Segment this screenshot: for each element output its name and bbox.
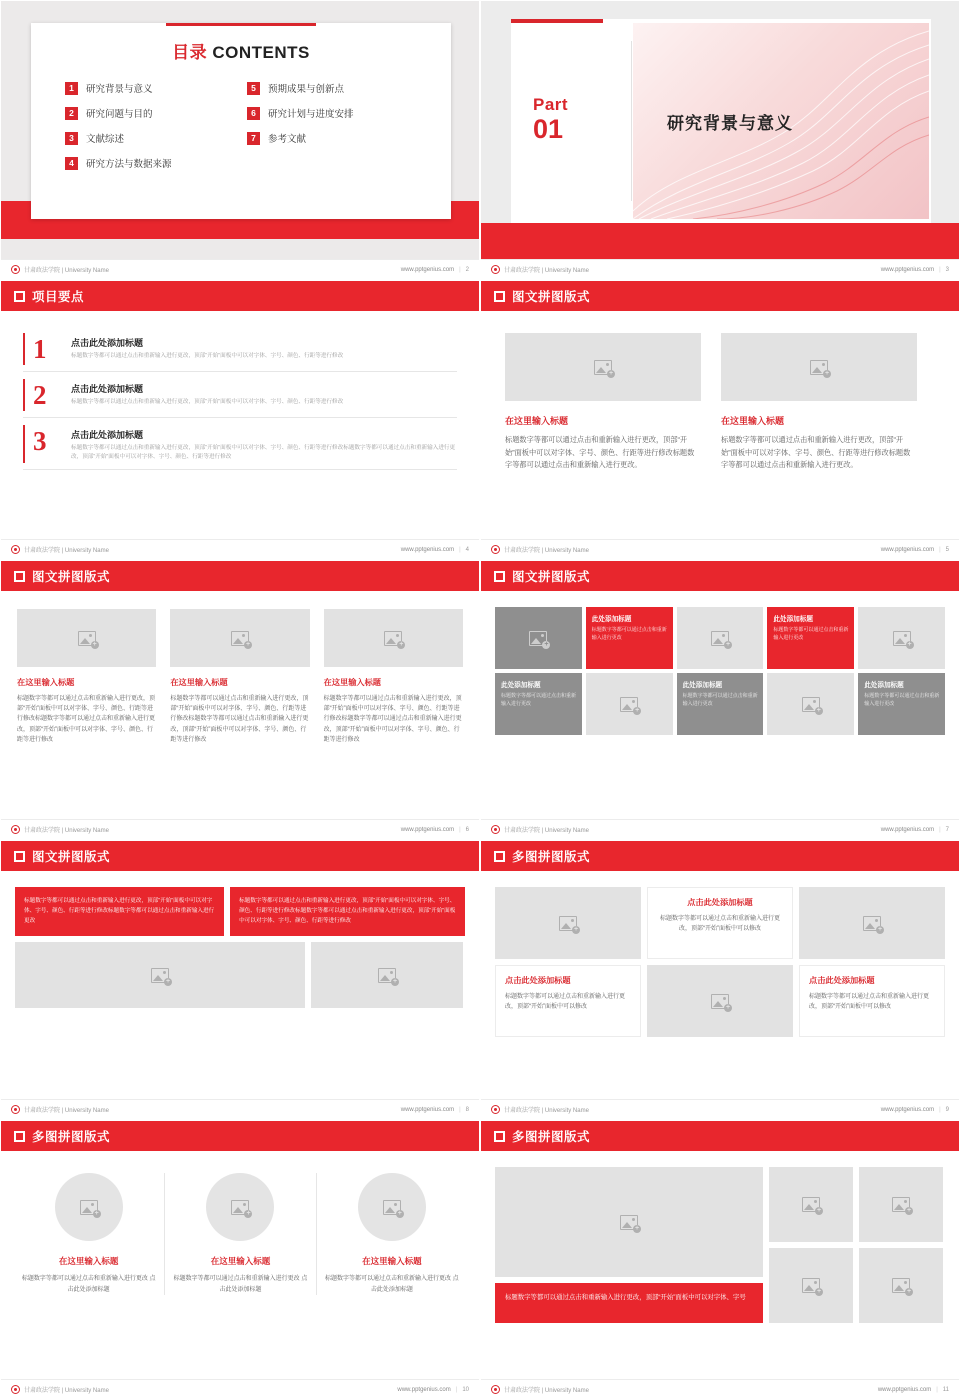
- footer-separator: |: [459, 1106, 461, 1113]
- key-point-title: 点击此处添加标题: [71, 338, 144, 348]
- image-placeholder[interactable]: [495, 607, 582, 669]
- caption-title: 在这里输入标题: [323, 678, 381, 687]
- cell-title: 此处添加标题: [682, 682, 723, 689]
- university-logo-icon: [491, 1385, 500, 1394]
- gallery-layout: [481, 1151, 959, 1323]
- page-number: 7: [945, 826, 949, 833]
- image-placeholder[interactable]: [769, 1167, 853, 1242]
- contents-item-label: 研究问题与目的: [86, 109, 153, 120]
- mosaic-text-cell[interactable]: [495, 673, 582, 735]
- footer-university: 甘肃政法学院 | University Name: [504, 548, 589, 554]
- caption-body: 标题数字等都可以通过点击和重新输入进行更改 点击此处添加标题: [21, 1276, 156, 1293]
- image-icon: +: [620, 697, 638, 712]
- section-header: [1, 841, 479, 871]
- contents-item-6[interactable]: [247, 106, 417, 120]
- caption-title: 在这里输入标题: [721, 416, 785, 426]
- image-icon: +: [620, 1215, 638, 1230]
- image-placeholder[interactable]: [859, 1167, 943, 1242]
- caption-title: 在这里输入标题: [17, 678, 75, 687]
- three-column-layout: [1, 591, 479, 745]
- slide-footer: [1, 259, 479, 279]
- image-icon: +: [594, 360, 612, 375]
- image-icon: +: [384, 631, 402, 646]
- square-bullet-icon: [14, 291, 25, 302]
- cell-body: 标题数字等都可以通过点击和重新输入进行更改: [864, 693, 940, 707]
- section-header-title: 图文拼图版式: [32, 570, 111, 584]
- part-number: 01: [533, 114, 564, 144]
- image-placeholder[interactable]: [55, 1173, 123, 1241]
- image-icon: +: [231, 1200, 249, 1215]
- page-number: 6: [465, 826, 469, 833]
- section-header: [481, 1121, 959, 1151]
- caption-bar[interactable]: 标题数字等都可以通过点击和重新输入进行更改，顶部“开始”面板中可以对字体、字号: [495, 1283, 763, 1323]
- slide-footer: [481, 1099, 959, 1119]
- six-cell-grid: [481, 871, 959, 1037]
- contents-item-number: 6: [247, 107, 260, 120]
- university-logo-icon: [11, 265, 20, 274]
- caption-body: 标题数字等都可以通过点击和重新输入进行更改 点击此处添加标题: [173, 1276, 308, 1293]
- footer-separator: |: [459, 266, 461, 273]
- text-block[interactable]: 标题数字等都可以通过点击和重新输入进行更改，顶部“开始”面板中可以对字体、字号、颜色、行距等进行修改标题数字等都可以通过点击和重新输入进行更改，顶部“开始”面板中可以对字体、字号、颜色、行距等进行修改: [230, 887, 465, 936]
- key-point-body: 标题数字等都可以通过点击和重新输入进行更改，顶部“开始”面板中可以对字体、字号、颜色、行距等进行修改: [71, 399, 344, 405]
- image-row: [1, 936, 479, 1008]
- list-item[interactable]: [23, 421, 457, 470]
- key-point-number: 2: [33, 380, 47, 410]
- footer-university: 甘肃政法学院 | University Name: [504, 1108, 589, 1114]
- image-icon: +: [711, 994, 729, 1009]
- image-placeholder[interactable]: [311, 942, 463, 1008]
- key-point-body: 标题数字等都可以通过点击和重新输入进行更改，顶部“开始”面板中可以对字体、字号、颜色、行距等进行修改标题数字等都可以通过点击和重新输入进行更改，顶部“开始”面板中可以对字体、字号、颜色、行距等进行修改: [71, 445, 456, 460]
- slide-footer: [1, 539, 479, 559]
- image-placeholder[interactable]: [767, 673, 854, 735]
- square-bullet-icon: [494, 851, 505, 862]
- cell-title: 点击此处添加标题: [809, 976, 875, 985]
- slide-big-plus-four[interactable]: [480, 1120, 960, 1400]
- contents-item-label: 参考文献: [268, 134, 307, 145]
- page-number: 3: [945, 266, 949, 273]
- contents-item-number: 3: [65, 132, 78, 145]
- footer-site: www.pptgenius.com: [400, 1106, 455, 1113]
- slide-key-points[interactable]: [0, 280, 480, 560]
- text-cell[interactable]: [799, 965, 945, 1037]
- column: [324, 609, 463, 745]
- slide-mosaic[interactable]: [480, 560, 960, 840]
- image-placeholder[interactable]: [206, 1173, 274, 1241]
- section-header-title: 图文拼图版式: [32, 850, 111, 864]
- image-icon: +: [892, 1278, 910, 1293]
- slide-footer: [1, 1099, 479, 1119]
- footer-site: www.pptgenius.com: [880, 1106, 935, 1113]
- panel-divider: [631, 41, 632, 201]
- square-bullet-icon: [494, 1131, 505, 1142]
- image-placeholder[interactable]: [324, 609, 463, 667]
- section-header: [481, 561, 959, 591]
- footer-university: 甘肃政法学院 | University Name: [24, 268, 109, 274]
- mosaic-text-cell[interactable]: [677, 673, 764, 735]
- section-header-title: 图文拼图版式: [512, 290, 591, 304]
- image-placeholder[interactable]: [721, 333, 917, 401]
- footer-separator: |: [455, 1386, 458, 1393]
- image-placeholder[interactable]: [170, 609, 309, 667]
- square-bullet-icon: [494, 571, 505, 582]
- contents-item-label: 文献综述: [86, 134, 125, 145]
- page-number: 10: [462, 1386, 469, 1393]
- section-header: [481, 841, 959, 871]
- cell-title: 此处添加标题: [591, 616, 632, 623]
- image-icon: +: [80, 1200, 98, 1215]
- slide-red-text-blocks[interactable]: [0, 840, 480, 1120]
- part-word: Part: [533, 95, 569, 114]
- cell-body: 标题数字等都可以通过点击和重新输入进行更改: [773, 627, 849, 641]
- text-block[interactable]: 标题数字等都可以通过点击和重新输入进行更改，顶部“开始”面板中可以对字体、字号、颜色、行距等进行修改标题数字等都可以通过点击和重新输入进行更改: [15, 887, 224, 936]
- cell-body: 标题数字等都可以通过点击和重新输入进行更改，顶部“开始”面板中可以修改: [809, 994, 930, 1011]
- contents-item-number: 2: [65, 107, 78, 120]
- part-label: [533, 96, 568, 143]
- contents-item-number: 7: [247, 132, 260, 145]
- image-icon: +: [810, 360, 828, 375]
- main-column: [495, 1167, 763, 1323]
- caption-title: 在这里输入标题: [362, 1256, 422, 1266]
- cell-body: 标题数字等都可以通过点击和重新输入进行更改，顶部“开始”面板中可以修改: [505, 994, 626, 1011]
- image-placeholder[interactable]: [859, 1248, 943, 1323]
- image-placeholder[interactable]: [858, 607, 945, 669]
- contents-item-label: 预期成果与创新点: [268, 84, 345, 95]
- slide-footer: [1, 1379, 479, 1399]
- page-number: 2: [465, 266, 469, 273]
- footer-site: www.pptgenius.com: [400, 546, 455, 553]
- cell-body: 标题数字等都可以通过点击和重新输入进行更改: [682, 693, 758, 707]
- footer-site: www.pptgenius.com: [397, 1386, 451, 1393]
- contents-item-label: 研究计划与进度安排: [268, 109, 354, 120]
- footer-university: 甘肃政法学院 | University Name: [24, 1388, 109, 1394]
- footer-separator: |: [459, 826, 461, 833]
- text-cell[interactable]: [495, 965, 641, 1037]
- section-header: [481, 281, 959, 311]
- image-icon: +: [529, 631, 547, 646]
- slide-circle-columns[interactable]: [0, 1120, 480, 1400]
- section-header: [1, 1121, 479, 1151]
- section-header: [1, 281, 479, 311]
- footer-site: www.pptgenius.com: [880, 546, 935, 553]
- contents-item-5[interactable]: [247, 81, 417, 95]
- section-header-title: 多图拼图版式: [512, 850, 591, 864]
- image-icon: +: [802, 1197, 820, 1212]
- slide-footer: [481, 539, 959, 559]
- page-number: 11: [942, 1386, 949, 1393]
- caption-body: 标题数字等都可以通过点击和重新输入进行更改，顶部“开始”面板中可以对字体、字号、颜色、行距等进行修改标题数字等都可以通过点击和重新输入进行更改，顶部“开始”面板中可以对字体、字号、颜色、行距等进行修改: [170, 696, 309, 743]
- cell-title: 此处添加标题: [501, 682, 541, 689]
- image-icon: +: [893, 631, 911, 646]
- image-icon: +: [802, 1278, 820, 1293]
- cell-body: 标题数字等都可以通过点击和重新输入进行更改，顶部“开始”面板中可以修改: [659, 916, 780, 933]
- key-points-list: [1, 311, 479, 470]
- mosaic-grid: [481, 591, 959, 735]
- column: [164, 1173, 315, 1295]
- image-icon: +: [151, 968, 169, 983]
- slide-grid-six[interactable]: [480, 840, 960, 1120]
- section-header-title: 多图拼图版式: [32, 1130, 111, 1144]
- image-icon: +: [802, 697, 820, 712]
- footer-university: 甘肃政法学院 | University Name: [24, 548, 109, 554]
- caption-body: 标题数字等都可以通过点击和重新输入进行更改 点击此处添加标题: [324, 1276, 459, 1293]
- section-heading: 研究背景与意义: [667, 114, 793, 133]
- cell-title: 点击此处添加标题: [687, 898, 753, 907]
- slide-footer: [481, 819, 959, 839]
- university-logo-icon: [11, 1385, 20, 1394]
- mosaic-text-cell[interactable]: [858, 673, 945, 735]
- contents-item-4[interactable]: [65, 156, 235, 170]
- slide-footer: [1, 819, 479, 839]
- image-placeholder[interactable]: [586, 673, 673, 735]
- square-bullet-icon: [14, 571, 25, 582]
- image-placeholder[interactable]: [17, 609, 156, 667]
- footer-university: 甘肃政法学院 | University Name: [504, 828, 589, 834]
- footer-separator: |: [459, 546, 461, 553]
- image-placeholder[interactable]: [358, 1173, 426, 1241]
- footer-university: 甘肃政法学院 | University Name: [504, 268, 589, 274]
- page-number: 9: [945, 1106, 949, 1113]
- slide-footer: [481, 1379, 959, 1399]
- image-placeholder[interactable]: [505, 333, 701, 401]
- footer-university: 甘肃政法学院 | University Name: [504, 1388, 589, 1394]
- page-number: 4: [465, 546, 469, 553]
- text-cell[interactable]: [647, 887, 793, 959]
- university-logo-icon: [491, 825, 500, 834]
- caption-body: 标题数字等都可以通过点击和重新输入进行更改，顶部“开始”面板中可以对字体、字号、颜色、行距等进行修改标题数字等都可以通过点击和重新输入进行更改。: [721, 435, 911, 470]
- cell-body: 标题数字等都可以通过点击和重新输入进行更改: [591, 627, 667, 641]
- footer-site: www.pptgenius.com: [880, 266, 935, 273]
- caption-body: 标题数字等都可以通过点击和重新输入进行更改，顶部“开始”面板中可以对字体、字号、颜色、行距等进行修改标题数字等都可以通过点击和重新输入进行更改，顶部“开始”面板中可以对字体、字号、颜色、行距等进行修改: [323, 696, 462, 743]
- contents-item-2[interactable]: [65, 106, 235, 120]
- university-logo-icon: [11, 1105, 20, 1114]
- section-header-title: 多图拼图版式: [512, 1130, 591, 1144]
- contents-item-3[interactable]: [65, 131, 235, 145]
- cell-title: 点击此处添加标题: [505, 976, 571, 985]
- contents-list: [31, 81, 451, 170]
- slide-image-text-three-up[interactable]: [0, 560, 480, 840]
- title-underline: [166, 23, 316, 26]
- image-icon: +: [378, 968, 396, 983]
- contents-item-number: 5: [247, 82, 260, 95]
- slide-footer: [481, 259, 959, 279]
- page-number: 8: [465, 1106, 469, 1113]
- image-placeholder[interactable]: [677, 607, 764, 669]
- mosaic-text-cell[interactable]: [767, 607, 854, 669]
- university-logo-icon: [11, 545, 20, 554]
- footer-site: www.pptgenius.com: [400, 266, 455, 273]
- university-logo-icon: [491, 265, 500, 274]
- caption-body: 标题数字等都可以通过点击和重新输入进行更改，顶部“开始”面板中可以对字体、字号、颜色、行距等进行修改标题数字等都可以通过点击和重新输入进行更改，顶部“开始”面板中可以对字体、字号、颜色、行距等进行修改: [17, 696, 156, 743]
- list-item[interactable]: [23, 329, 457, 372]
- image-icon: +: [78, 631, 96, 646]
- image-placeholder[interactable]: [495, 887, 641, 959]
- footer-site: www.pptgenius.com: [877, 1386, 932, 1393]
- key-point-title: 点击此处添加标题: [71, 384, 144, 394]
- square-bullet-icon: [14, 851, 25, 862]
- caption-title: 在这里输入标题: [210, 1256, 271, 1266]
- column: [505, 333, 701, 472]
- university-logo-icon: [11, 825, 20, 834]
- footer-site: www.pptgenius.com: [880, 826, 935, 833]
- key-point-body: 标题数字等都可以通过点击和重新输入进行更改，顶部“开始”面板中可以对字体、字号、颜色、行距等进行修改: [71, 353, 344, 359]
- footer-site: www.pptgenius.com: [400, 826, 455, 833]
- image-placeholder[interactable]: [647, 965, 793, 1037]
- two-column-layout: [481, 311, 959, 472]
- cell-title: 此处添加标题: [864, 682, 904, 689]
- cell-body: 标题数字等都可以通过点击和重新输入进行更改: [501, 693, 577, 707]
- university-logo-icon: [491, 1105, 500, 1114]
- square-bullet-icon: [14, 1131, 25, 1142]
- image-placeholder[interactable]: [799, 887, 945, 959]
- cell-title: 此处添加标题: [773, 616, 813, 623]
- image-icon: +: [892, 1197, 910, 1212]
- image-placeholder[interactable]: [495, 1167, 763, 1277]
- caption-body: 标题数字等都可以通过点击和重新输入进行更改，顶部“开始”面板中可以对字体、字号、颜色、行距等进行修改标题数字等都可以通过点击和重新输入进行更改。: [505, 435, 695, 470]
- section-header-title: 项目要点: [32, 290, 85, 304]
- footer-separator: |: [939, 546, 941, 553]
- thumbnail-grid: [769, 1167, 943, 1323]
- section-header-title: 图文拼图版式: [512, 570, 591, 584]
- slide-contents[interactable]: [0, 0, 480, 280]
- image-icon: +: [711, 631, 729, 646]
- circle-columns: [1, 1151, 479, 1295]
- column: [13, 1173, 164, 1295]
- footer-university: 甘肃政法学院 | University Name: [24, 1108, 109, 1114]
- accent-line: [511, 19, 603, 23]
- caption-title: 在这里输入标题: [170, 678, 228, 687]
- contents-item-number: 1: [65, 82, 78, 95]
- page-title: [31, 38, 451, 63]
- section-header: [1, 561, 479, 591]
- key-point-number: 3: [33, 426, 47, 456]
- square-bullet-icon: [494, 291, 505, 302]
- image-icon: +: [383, 1200, 401, 1215]
- footer-university: 甘肃政法学院 | University Name: [24, 828, 109, 834]
- column: [17, 609, 156, 745]
- image-icon: +: [559, 916, 577, 931]
- contents-title-en: CONTENTS: [212, 43, 310, 62]
- image-placeholder[interactable]: [769, 1248, 853, 1323]
- column: [170, 609, 309, 745]
- footer-separator: |: [939, 1106, 941, 1113]
- text-block-row: [1, 871, 479, 936]
- slide-image-text-two-up[interactable]: [480, 280, 960, 560]
- contents-card: [31, 23, 451, 219]
- contents-item-1[interactable]: [65, 81, 235, 95]
- university-logo-icon: [491, 545, 500, 554]
- image-placeholder[interactable]: [15, 942, 305, 1008]
- footer-separator: |: [939, 826, 941, 833]
- contents-item-label: 研究方法与数据来源: [86, 159, 172, 170]
- image-icon: +: [863, 916, 881, 931]
- footer-separator: |: [939, 266, 941, 273]
- contents-item-number: 4: [65, 157, 78, 170]
- footer-separator: |: [936, 1386, 938, 1393]
- key-point-title: 点击此处添加标题: [71, 430, 144, 440]
- caption-title: 在这里输入标题: [58, 1256, 119, 1266]
- contents-title-cn: 目录: [172, 43, 208, 62]
- contents-item-label: 研究背景与意义: [86, 84, 153, 95]
- mosaic-text-cell[interactable]: [586, 607, 673, 669]
- column: [721, 333, 917, 472]
- contents-item-7[interactable]: [247, 131, 417, 145]
- page-number: 5: [945, 546, 949, 553]
- key-point-number: 1: [33, 334, 47, 364]
- caption-title: 在这里输入标题: [505, 416, 569, 426]
- slide-section-divider[interactable]: [480, 0, 960, 280]
- list-item[interactable]: [23, 375, 457, 418]
- column: [316, 1173, 467, 1295]
- image-icon: +: [231, 631, 249, 646]
- red-band: [481, 223, 959, 259]
